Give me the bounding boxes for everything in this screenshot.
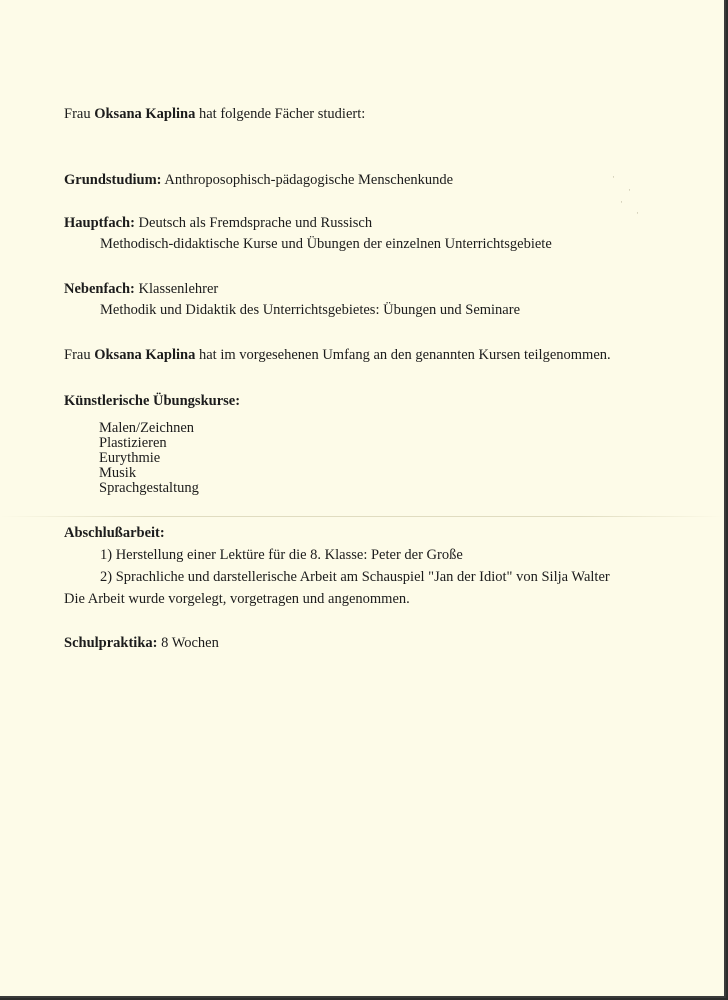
abschluss-label-text: Abschlußarbeit: — [64, 525, 165, 541]
participation-line — [64, 347, 611, 364]
intro-suffix: hat folgende Fächer studiert: — [198, 106, 366, 122]
nebenfach-detail: Methodik und Didaktik des Unterrichtsgebietes: Übungen und Seminare — [100, 302, 521, 318]
hauptfach-label: Hauptfach: — [64, 215, 135, 231]
kurs-item: Plastizieren — [99, 435, 167, 451]
schulpraktika-label: Schulpraktika: — [64, 635, 158, 651]
paper-fold-line — [0, 516, 724, 517]
hauptfach-line — [64, 215, 372, 232]
nebenfach-line — [64, 281, 218, 298]
kurs-item: Sprachgestaltung — [99, 480, 199, 496]
abschluss-item: 1) Herstellung einer Lektüre für die 8. Klasse: Peter der Große — [100, 547, 463, 563]
paper-speck: · — [636, 208, 639, 218]
kurs-item: Eurythmie — [99, 450, 161, 466]
schulpraktika-line — [64, 635, 219, 652]
paper-speck: · — [620, 197, 623, 207]
kurs-item: Musik — [99, 465, 137, 481]
grundstudium-label: Grundstudium: — [64, 172, 162, 188]
intro-prefix: Frau — [64, 106, 91, 122]
nebenfach-value: Klassenlehrer — [138, 281, 219, 297]
student-name: Oksana Kaplina — [94, 106, 196, 122]
participation-prefix: Frau — [64, 347, 91, 363]
abschluss-item: 2) Sprachliche und darstellerische Arbeit am Schauspiel "Jan der Idiot" von Silja Walter — [100, 569, 610, 585]
kuenstlerisch-label — [64, 393, 240, 410]
nebenfach-label: Nebenfach: — [64, 281, 135, 297]
paper-speck: · — [612, 172, 615, 182]
paper-speck: · — [628, 185, 631, 195]
intro-line — [64, 106, 365, 123]
participation-suffix: hat im vorgesehenen Umfang an den genannten Kursen teilgenommen. — [198, 347, 611, 363]
grundstudium-line — [64, 172, 453, 189]
kuenstlerisch-label-text: Künstlerische Übungskurse: — [64, 393, 241, 409]
hauptfach-detail: Methodisch-didaktische Kurse und Übungen der einzelnen Unterrichtsgebiete — [100, 236, 552, 252]
participation-name: Oksana Kaplina — [94, 347, 196, 363]
abschluss-label — [64, 525, 165, 542]
kurs-item: Malen/Zeichnen — [99, 420, 195, 436]
hauptfach-value: Deutsch als Fremdsprache und Russisch — [138, 215, 373, 231]
grundstudium-value: Anthroposophisch-pädagogische Menschenkunde — [164, 172, 454, 188]
schulpraktika-value: 8 Wochen — [161, 635, 219, 651]
abschluss-note: Die Arbeit wurde vorgelegt, vorgetragen und angenommen. — [64, 591, 410, 607]
